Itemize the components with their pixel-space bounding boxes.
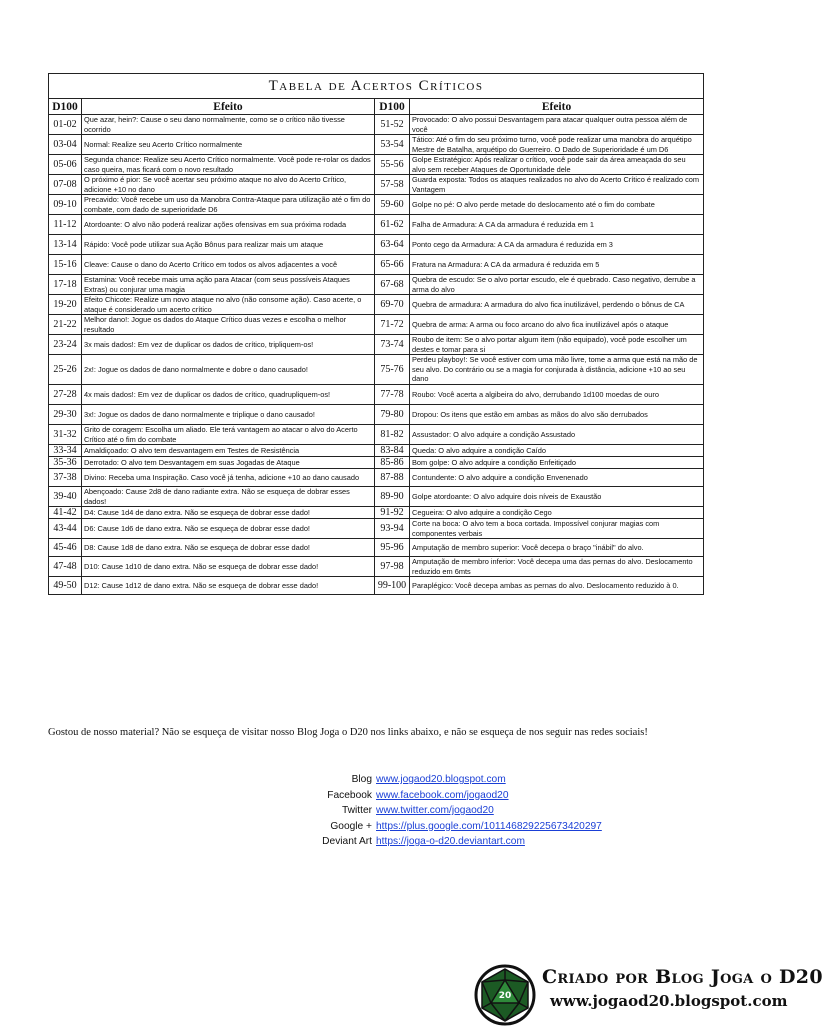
link-label: Deviant Art [322,836,372,847]
roll-right: 77-78 [375,385,410,405]
roll-left: 41-42 [49,507,82,519]
table-row [49,115,704,135]
roll-left: 01-02 [49,115,82,135]
table-row [49,335,704,355]
effect-left: Abençoado: Cause 2d8 de dano radiante extra. Não se esqueça de dobrar esses dados! [82,487,375,507]
roll-left: 05-06 [49,155,82,175]
roll-left: 21-22 [49,315,82,335]
table-row [49,135,704,155]
header-effect-left: Efeito [82,99,375,115]
table-row [49,507,704,519]
effect-left: O próximo é pior: Se você acertar seu próximo ataque no alvo do Acerto Crítico, adicione +10 no dano [82,175,375,195]
roll-left: 45-46 [49,539,82,557]
effect-left: Divino: Receba uma Inspiração. Caso você já tenha, adicione +10 ao dano causado [82,469,375,487]
table-row [49,175,704,195]
table-title: Tabela de Acertos Críticos [49,74,704,99]
effect-left: Atordoante: O alvo não poderá realizar ações ofensivas em sua próxima rodada [82,215,375,235]
link-label: Google + [330,820,372,832]
effect-right: Bom golpe: O alvo adquire a condição Enfeitiçado [410,457,704,469]
effect-right: Quebra de armadura: A armadura do alvo fica inutilizável, perdendo o bônus de CA [410,295,704,315]
effect-left: Grito de coragem: Escolha um aliado. Ele terá vantagem ao atacar o alvo do Acerto Crítico até o fim do combate [82,425,375,445]
roll-left: 35-36 [49,457,82,469]
effect-left: Que azar, hein?: Cause o seu dano normalmente, como se o crítico não tivesse ocorrido [82,115,375,135]
link-label: Twitter [342,805,372,816]
table-body [49,115,704,595]
effect-right: Perdeu playboy!: Se você estiver com uma mão livre, tome a arma que está na mão de seu alvo. Do contrário ou se a magia for conjurada à distância, adicione +10 ao seu dano [410,355,704,385]
table-row [49,445,704,457]
roll-right: 81-82 [375,425,410,445]
effect-left: Efeito Chicote: Realize um novo ataque no alvo (não consome ação). Caso acerte, o ataque é considerado um acerto crítico [82,295,375,315]
table-row [49,275,704,295]
table-row [49,235,704,255]
social-links [0,772,768,850]
effect-right: Cegueira: O alvo adquire a condição Cego [410,507,704,519]
effect-right: Provocado: O alvo possui Desvantagem para atacar qualquer outra pessoa além de você [410,115,704,135]
table-row [49,295,704,315]
d20-die-logo [474,964,536,1026]
effect-right: Quebra de escudo: Se o alvo portar escudo, ele é quebrado. Caso negativo, derrube a arma do alvo [410,275,704,295]
roll-right: 97-98 [375,557,410,577]
effect-right: Fratura na Armadura: A CA da armadura é reduzida em 5 [410,255,704,275]
effect-left: 3x mais dados!: Em vez de duplicar os dados de crítico, tripliquem-os! [82,335,375,355]
effect-left: D6: Cause 1d6 de dano extra. Não se esqueça de dobrar esse dado! [82,519,375,539]
roll-left: 29-30 [49,405,82,425]
link-url[interactable]: www.twitter.com/jogaod20 [376,805,494,816]
effect-left: Rápido: Você pode utilizar sua Ação Bônus para realizar mais um ataque [82,235,375,255]
effect-left: D8: Cause 1d8 de dano extra. Não se esqueça de dobrar esse dado! [82,539,375,557]
roll-right: 75-76 [375,355,410,385]
roll-left: 25-26 [49,355,82,385]
roll-right: 95-96 [375,539,410,557]
effect-left: 2x!: Jogue os dados de dano normalmente e dobre o dano causado! [82,355,375,385]
roll-left: 47-48 [49,557,82,577]
link-url[interactable]: https://joga-o-d20.deviantart.com [376,836,525,847]
roll-left: 19-20 [49,295,82,315]
effect-right: Paraplégico: Você decepa ambas as pernas do alvo. Deslocamento reduzido à 0. [410,577,704,595]
roll-left: 31-32 [49,425,82,445]
effect-right: Falha de Armadura: A CA da armadura é reduzida em 1 [410,215,704,235]
link-url[interactable]: www.facebook.com/jogaod20 [376,789,509,801]
effect-right: Ponto cego da Armadura: A CA da armadura é reduzida em 3 [410,235,704,255]
table-row [49,405,704,425]
roll-left: 07-08 [49,175,82,195]
link-row [0,772,768,788]
roll-left: 23-24 [49,335,82,355]
roll-left: 17-18 [49,275,82,295]
roll-left: 33-34 [49,445,82,457]
effect-left: D4: Cause 1d4 de dano extra. Não se esqueça de dobrar esse dado! [82,507,375,519]
effect-right: Contundente: O alvo adquire a condição Envenenado [410,469,704,487]
effect-right: Corte na boca: O alvo tem a boca cortada. Impossível conjurar magias com componentes verbais [410,519,704,539]
link-row [0,803,768,819]
roll-right: 63-64 [375,235,410,255]
effect-left: 3x!: Jogue os dados de dano normalmente e triplique o dano causado! [82,405,375,425]
roll-right: 91-92 [375,507,410,519]
table-row [49,355,704,385]
roll-right: 65-66 [375,255,410,275]
effect-left: Derrotado: O alvo tem Desvantagem em suas Jogadas de Ataque [82,457,375,469]
effect-left: 4x mais dados!: Em vez de duplicar os dados de crítico, quadrupliquem-os! [82,385,375,405]
roll-right: 57-58 [375,175,410,195]
footer-note: Gostou de nosso material? Não se esqueça de visitar nosso Blog Joga o D20 nos links abaixo, e não se esqueça de nos seguir nas redes sociais! [48,727,648,738]
roll-right: 79-80 [375,405,410,425]
link-url[interactable]: www.jogaod20.blogspot.com [376,774,506,785]
table-row [49,425,704,445]
roll-right: 53-54 [375,135,410,155]
effect-right: Golpe atordoante: O alvo adquire dois níveis de Exaustão [410,487,704,507]
roll-left: 27-28 [49,385,82,405]
link-row [0,819,768,835]
table-row [49,155,704,175]
roll-right: 71-72 [375,315,410,335]
table-row [49,539,704,557]
roll-right: 73-74 [375,335,410,355]
roll-right: 67-68 [375,275,410,295]
effect-right: Amputação de membro inferior: Você decepa uma das pernas do alvo. Deslocamento reduzido em 6mts [410,557,704,577]
table-row [49,469,704,487]
effect-left: Precavido: Você recebe um uso da Manobra Contra-Ataque para utilização até o fim do combate, com dado de superioridade D6 [82,195,375,215]
effect-left: D10: Cause 1d10 de dano extra. Não se esqueça de dobrar esse dado! [82,557,375,577]
link-label: Blog [351,774,372,785]
effect-left: Estamina: Você recebe mais uma ação para Atacar (com seus possíveis Ataques Extras) ou conjurar uma magia [82,275,375,295]
roll-left: 03-04 [49,135,82,155]
table-row [49,215,704,235]
effect-right: Guarda exposta: Todos os ataques realizados no alvo do Acerto Crítico é realizado com Vantagem [410,175,704,195]
effect-right: Golpe no pé: O alvo perde metade do deslocamento até o fim do combate [410,195,704,215]
roll-left: 09-10 [49,195,82,215]
effect-left: Normal: Realize seu Acerto Crítico normalmente [82,135,375,155]
roll-right: 99-100 [375,577,410,595]
roll-right: 93-94 [375,519,410,539]
table-row [49,315,704,335]
logo-number: 20 [498,991,512,1001]
effect-left: D12: Cause 1d12 de dano extra. Não se esqueça de dobrar esse dado! [82,577,375,595]
roll-right: 87-88 [375,469,410,487]
roll-left: 43-44 [49,519,82,539]
footer-url: www.jogaod20.blogspot.com [550,992,788,1010]
link-label: Facebook [327,789,372,801]
table-row [49,557,704,577]
roll-right: 85-86 [375,457,410,469]
link-url[interactable]: https://plus.google.com/101146829225673420297 [376,820,602,832]
table-row [49,195,704,215]
roll-left: 39-40 [49,487,82,507]
critical-hits-table [48,73,704,595]
roll-left: 13-14 [49,235,82,255]
header-d100-right: D100 [375,99,410,115]
effect-right: Dropou: Os itens que estão em ambas as mãos do alvo são derrubados [410,405,704,425]
roll-left: 15-16 [49,255,82,275]
roll-right: 51-52 [375,115,410,135]
effect-right: Golpe Estratégico: Após realizar o crítico, você pode sair da área ameaçada do seu alvo sem receber Ataques de Oportunidade dele [410,155,704,175]
table-row [49,577,704,595]
link-row [0,834,768,850]
roll-right: 59-60 [375,195,410,215]
effect-right: Assustador: O alvo adquire a condição Assustado [410,425,704,445]
table-row [49,519,704,539]
roll-right: 55-56 [375,155,410,175]
effect-right: Tático: Até o fim do seu próximo turno, você pode realizar uma manobra do arquétipo Mestre de Batalha, arquétipo do Guerreiro. O Dado de Superioridade é um D6 [410,135,704,155]
roll-left: 11-12 [49,215,82,235]
link-row [0,788,768,804]
roll-left: 37-38 [49,469,82,487]
effect-left: Segunda chance: Realize seu Acerto Crítico normalmente. Você pode re-rolar os dados caso queira, mas ficará com o novo resultado [82,155,375,175]
effect-left: Amaldiçoado: O alvo tem desvantagem em Testes de Resistência [82,445,375,457]
effect-right: Queda: O alvo adquire a condição Caído [410,445,704,457]
roll-right: 89-90 [375,487,410,507]
effect-right: Quebra de arma: A arma ou foco arcano do alvo fica inutilizável após o ataque [410,315,704,335]
roll-right: 69-70 [375,295,410,315]
effect-left: Cleave: Cause o dano do Acerto Crítico em todos os alvos adjacentes a você [82,255,375,275]
effect-right: Roubo de item: Se o alvo portar algum item (não equipado), você pode escolher um destes e tomar para si [410,335,704,355]
roll-left: 49-50 [49,577,82,595]
effect-right: Roubo: Você acerta a algibeira do alvo, derrubando 1d100 moedas de ouro [410,385,704,405]
table-row [49,457,704,469]
table-row [49,385,704,405]
roll-right: 83-84 [375,445,410,457]
table-row [49,255,704,275]
header-d100-left: D100 [49,99,82,115]
brand-footer [472,962,823,1024]
footer-credit: Criado por Blog Joga o D20 [542,966,823,988]
header-effect-right: Efeito [410,99,704,115]
effect-left: Melhor dano!: Jogue os dados do Ataque Crítico duas vezes e escolha o melhor resultado [82,315,375,335]
roll-right: 61-62 [375,215,410,235]
effect-right: Amputação de membro superior: Você decepa o braço "inábil" do alvo. [410,539,704,557]
table-row [49,487,704,507]
